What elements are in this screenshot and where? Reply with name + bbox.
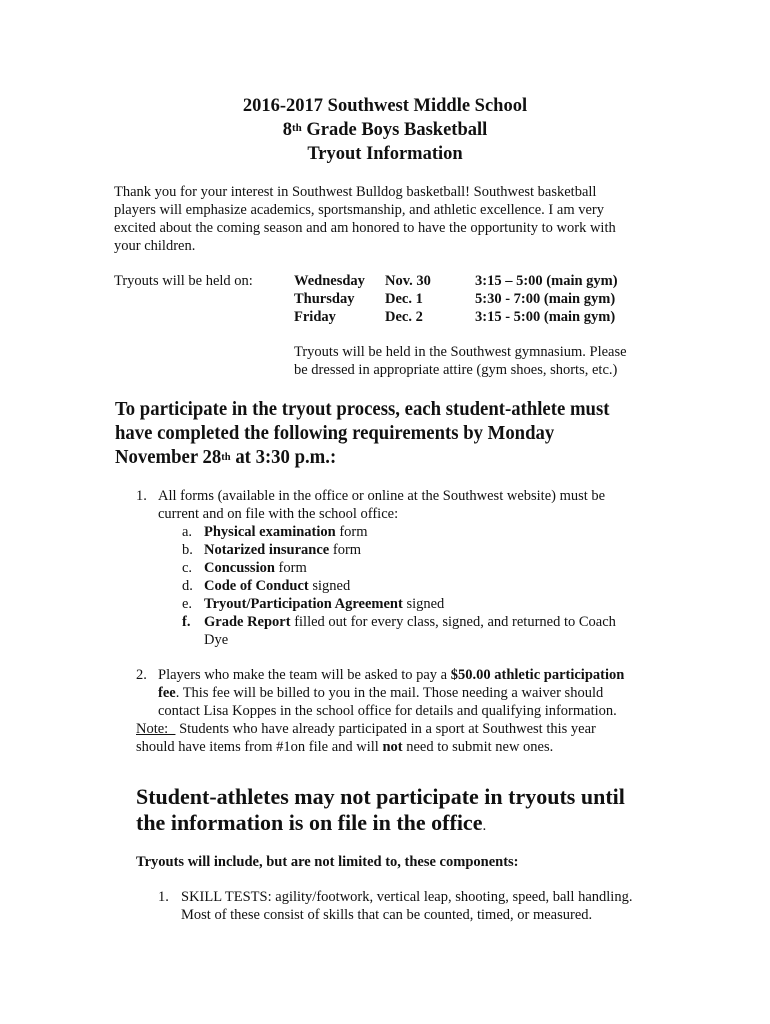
intro-line: your children.	[114, 238, 196, 254]
subitem-continuation: Dye	[204, 632, 229, 648]
warning-line2: the information is on file in the office.	[136, 810, 487, 835]
schedule-date: Dec. 1	[385, 291, 423, 307]
requirements-heading-line1: To participate in the tryout process, each student-athlete must	[115, 399, 610, 420]
subitem-letter: e.	[182, 596, 193, 612]
warning-line1: Student-athletes may not participate in tryouts until	[136, 784, 625, 809]
components-line: Most of these consist of skills that can be counted, timed, or measured.	[181, 907, 593, 923]
schedule-label: Tryouts will be held on:	[114, 273, 253, 289]
schedule-time: 5:30 - 7:00 (main gym)	[475, 291, 616, 307]
schedule-day: Wednesday	[294, 273, 365, 289]
subitem-letter: a.	[182, 524, 193, 540]
schedule-table	[294, 272, 618, 326]
document-title-line2: 8th Grade Boys Basketball	[282, 120, 488, 140]
note-line: Note: Students who have already participated in a sport at Southwest this year	[136, 721, 596, 737]
intro-line: excited about the coming season and am honored to have the opportunity to work with	[114, 220, 616, 236]
item1-line: current and on file with the school office:	[158, 506, 399, 522]
subitem-text: Code of Conduct signed	[204, 578, 351, 594]
schedule-time: 3:15 – 5:00 (main gym)	[475, 273, 618, 289]
schedule-row	[294, 308, 618, 326]
note-line: should have items from #1on file and will not need to submit new ones.	[136, 739, 554, 755]
subitem-text: Concussion form	[204, 560, 307, 576]
subitem-text: Tryout/Participation Agreement signed	[204, 596, 445, 612]
document-title-line1: 2016-2017 Southwest Middle School	[242, 96, 528, 116]
schedule-date: Nov. 30	[385, 273, 431, 289]
item1-line: All forms (available in the office or online at the Southwest website) must be	[158, 488, 606, 504]
document-title-line3: Tryout Information	[307, 144, 463, 164]
schedule-row	[294, 272, 618, 290]
item2-line: contact Lisa Koppes in the school office for details and qualifying information.	[158, 703, 617, 719]
item2-line: Players who make the team will be asked to pay a $50.00 athletic participation	[158, 667, 625, 683]
item2-line: fee. This fee will be billed to you in the mail. Those needing a waiver should	[158, 685, 604, 701]
subitem-letter: d.	[182, 578, 193, 594]
requirements-heading-line2: have completed the following requirements by Monday	[115, 423, 555, 444]
schedule-note-line: Tryouts will be held in the Southwest gymnasium. Please	[294, 344, 627, 360]
components-heading: Tryouts will include, but are not limited to, these components:	[136, 854, 519, 870]
list-number: 1.	[136, 488, 147, 504]
schedule-date: Dec. 2	[385, 309, 423, 325]
schedule-note-line: be dressed in appropriate attire (gym shoes, shorts, etc.)	[294, 362, 618, 378]
schedule-row	[294, 290, 618, 308]
subitem-text: Physical examination form	[204, 524, 368, 540]
schedule-time: 3:15 - 5:00 (main gym)	[475, 309, 616, 325]
subitem-letter: c.	[182, 560, 193, 576]
schedule-day: Thursday	[294, 291, 355, 307]
intro-line: Thank you for your interest in Southwest Bulldog basketball! Southwest basketball	[114, 184, 597, 200]
note-label: Note:	[136, 721, 176, 737]
subitem-text: Grade Report filled out for every class, signed, and returned to Coach	[204, 614, 616, 630]
components-line: SKILL TESTS: agility/footwork, vertical leap, shooting, speed, ball handling.	[181, 889, 633, 905]
subitem-text: Notarized insurance form	[204, 542, 362, 558]
subitem-letter: f.	[182, 614, 191, 630]
requirements-heading-line3: November 28th at 3:30 p.m.:	[115, 447, 337, 468]
schedule-day: Friday	[294, 309, 336, 325]
list-number: 2.	[136, 667, 147, 683]
list-number: 1.	[158, 889, 169, 905]
intro-line: players will emphasize academics, sportsmanship, and athletic excellence. I am very	[114, 202, 604, 218]
subitem-letter: b.	[182, 542, 193, 558]
